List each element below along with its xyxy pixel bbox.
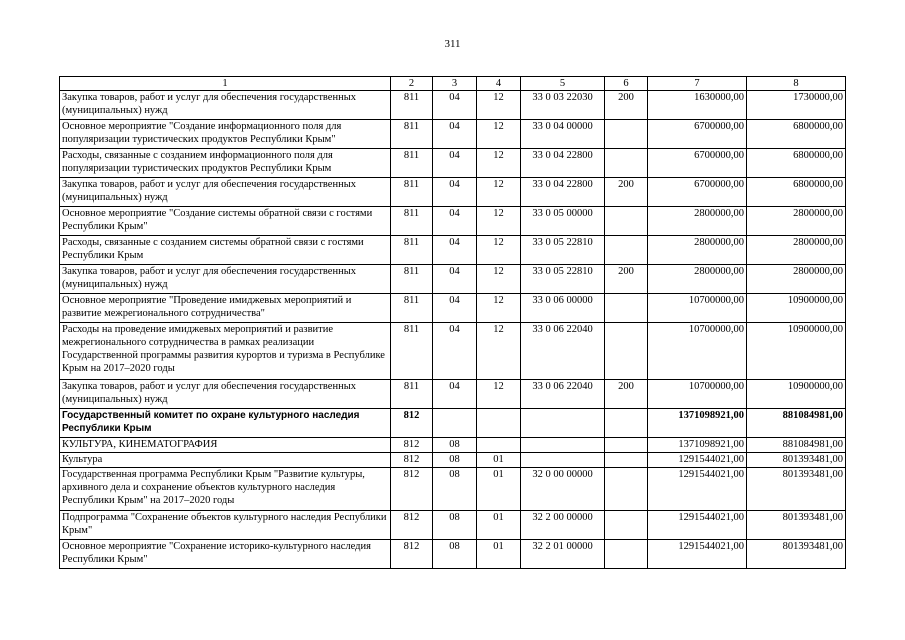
row-amount-2020-cell: 1730000,00 [747, 91, 846, 120]
row-chapter-cell: 811 [391, 380, 433, 409]
row-expense-type-cell [605, 294, 648, 323]
row-target-article-cell: 33 0 04 22800 [521, 149, 605, 178]
row-name-cell: Расходы, связанные с созданием системы обратной связи с гостями Республики Крым [60, 236, 391, 265]
row-target-article-cell: 33 0 05 22810 [521, 265, 605, 294]
row-subsection-cell: 01 [477, 511, 521, 540]
row-amount-2020-cell: 6800000,00 [747, 120, 846, 149]
row-amount-2020-cell: 10900000,00 [747, 294, 846, 323]
row-section-cell: 08 [433, 511, 477, 540]
row-name-cell: Государственный комитет по охране культурного наследия Республики Крым [60, 409, 391, 438]
row-subsection-cell: 12 [477, 294, 521, 323]
table-row [60, 409, 846, 438]
row-section-cell: 08 [433, 453, 477, 468]
table-row [60, 120, 846, 149]
row-amount-2020-cell: 2800000,00 [747, 236, 846, 265]
row-amount-2019-cell: 1291544021,00 [648, 511, 747, 540]
row-target-article-cell: 33 0 04 22800 [521, 178, 605, 207]
row-amount-2020-cell: 881084981,00 [747, 438, 846, 453]
row-section-cell: 04 [433, 236, 477, 265]
row-name-cell: Основное мероприятие "Создание информационного поля для популяризации туристических продуктов Республики Крым" [60, 120, 391, 149]
row-amount-2019-cell: 10700000,00 [648, 380, 747, 409]
header-cell: 8 [747, 77, 846, 91]
header-cell: 2 [391, 77, 433, 91]
row-amount-2020-cell: 801393481,00 [747, 453, 846, 468]
row-amount-2020-cell: 2800000,00 [747, 207, 846, 236]
row-name-cell: Расходы на проведение имиджевых мероприятий и развитие межрегионального сотрудничества в рамках реализации Государственной программы развития курортов и туризма в Республике Крым на 2017–2020 годы [60, 323, 391, 380]
row-subsection-cell: 12 [477, 149, 521, 178]
row-section-cell: 04 [433, 380, 477, 409]
row-section-cell: 08 [433, 438, 477, 453]
table-row [60, 468, 846, 511]
row-target-article-cell: 33 0 03 22030 [521, 91, 605, 120]
header-cell: 3 [433, 77, 477, 91]
row-amount-2020-cell: 801393481,00 [747, 511, 846, 540]
row-expense-type-cell [605, 438, 648, 453]
row-target-article-cell: 33 0 05 22810 [521, 236, 605, 265]
row-amount-2020-cell: 6800000,00 [747, 178, 846, 207]
row-amount-2019-cell: 1371098921,00 [648, 438, 747, 453]
row-expense-type-cell [605, 236, 648, 265]
header-cell: 6 [605, 77, 648, 91]
row-amount-2020-cell: 2800000,00 [747, 265, 846, 294]
row-name-cell: Подпрограмма "Сохранение объектов культурного наследия Республики Крым" [60, 511, 391, 540]
row-amount-2020-cell: 801393481,00 [747, 468, 846, 511]
row-subsection-cell: 12 [477, 207, 521, 236]
row-target-article-cell [521, 453, 605, 468]
table-row [60, 265, 846, 294]
row-section-cell: 04 [433, 149, 477, 178]
row-expense-type-cell [605, 453, 648, 468]
row-subsection-cell: 12 [477, 91, 521, 120]
row-amount-2019-cell: 6700000,00 [648, 120, 747, 149]
row-expense-type-cell: 200 [605, 380, 648, 409]
row-chapter-cell: 811 [391, 265, 433, 294]
row-target-article-cell [521, 409, 605, 438]
row-chapter-cell: 811 [391, 207, 433, 236]
row-subsection-cell: 12 [477, 323, 521, 380]
row-section-cell [433, 409, 477, 438]
table-row [60, 511, 846, 540]
row-chapter-cell: 811 [391, 149, 433, 178]
row-name-cell: КУЛЬТУРА, КИНЕМАТОГРАФИЯ [60, 438, 391, 453]
row-amount-2019-cell: 2800000,00 [648, 207, 747, 236]
table-row [60, 380, 846, 409]
row-section-cell: 04 [433, 91, 477, 120]
table-row [60, 236, 846, 265]
row-amount-2019-cell: 1371098921,00 [648, 409, 747, 438]
row-expense-type-cell [605, 409, 648, 438]
row-subsection-cell [477, 409, 521, 438]
row-expense-type-cell [605, 540, 648, 569]
table-row [60, 540, 846, 569]
row-section-cell: 04 [433, 178, 477, 207]
row-subsection-cell: 12 [477, 265, 521, 294]
row-name-cell: Государственная программа Республики Крым "Развитие культуры, архивного дела и сохранение объектов культурного наследия Республики Крым" на 2017–2020 годы [60, 468, 391, 511]
row-name-cell: Закупка товаров, работ и услуг для обеспечения государственных (муниципальных) нужд [60, 380, 391, 409]
row-target-article-cell: 33 0 06 00000 [521, 294, 605, 323]
table-row [60, 294, 846, 323]
row-chapter-cell: 811 [391, 323, 433, 380]
row-name-cell: Расходы, связанные с созданием информационного поля для популяризации туристических продуктов Республики Крым [60, 149, 391, 178]
row-section-cell: 04 [433, 120, 477, 149]
row-target-article-cell: 32 2 00 00000 [521, 511, 605, 540]
row-target-article-cell: 33 0 05 00000 [521, 207, 605, 236]
row-name-cell: Закупка товаров, работ и услуг для обеспечения государственных (муниципальных) нужд [60, 265, 391, 294]
row-chapter-cell: 811 [391, 91, 433, 120]
table-row [60, 453, 846, 468]
row-chapter-cell: 812 [391, 453, 433, 468]
row-name-cell: Основное мероприятие "Создание системы обратной связи с гостями Республики Крым" [60, 207, 391, 236]
row-chapter-cell: 812 [391, 438, 433, 453]
row-amount-2019-cell: 1291544021,00 [648, 468, 747, 511]
row-chapter-cell: 811 [391, 236, 433, 265]
row-name-cell: Культура [60, 453, 391, 468]
row-subsection-cell: 12 [477, 178, 521, 207]
table-row [60, 323, 846, 380]
row-chapter-cell: 812 [391, 540, 433, 569]
row-amount-2019-cell: 1291544021,00 [648, 453, 747, 468]
row-section-cell: 04 [433, 323, 477, 380]
row-amount-2019-cell: 2800000,00 [648, 265, 747, 294]
row-name-cell: Основное мероприятие "Проведение имиджевых мероприятий и развитие межрегионального сотрудничества" [60, 294, 391, 323]
row-target-article-cell: 32 0 00 00000 [521, 468, 605, 511]
row-amount-2020-cell: 10900000,00 [747, 323, 846, 380]
row-subsection-cell: 12 [477, 380, 521, 409]
row-amount-2019-cell: 10700000,00 [648, 294, 747, 323]
table-body [60, 91, 846, 569]
row-amount-2020-cell: 881084981,00 [747, 409, 846, 438]
table-row [60, 438, 846, 453]
row-amount-2019-cell: 10700000,00 [648, 323, 747, 380]
row-expense-type-cell [605, 323, 648, 380]
page-number: 311 [444, 38, 461, 50]
row-amount-2019-cell: 1630000,00 [648, 91, 747, 120]
row-expense-type-cell [605, 120, 648, 149]
row-amount-2019-cell: 6700000,00 [648, 149, 747, 178]
row-section-cell: 04 [433, 294, 477, 323]
row-chapter-cell: 811 [391, 120, 433, 149]
row-target-article-cell [521, 438, 605, 453]
table-row [60, 149, 846, 178]
row-expense-type-cell: 200 [605, 91, 648, 120]
header-cell: 7 [648, 77, 747, 91]
row-expense-type-cell [605, 149, 648, 178]
row-subsection-cell: 12 [477, 236, 521, 265]
row-expense-type-cell [605, 468, 648, 511]
row-amount-2020-cell: 6800000,00 [747, 149, 846, 178]
table-row [60, 178, 846, 207]
row-subsection-cell [477, 438, 521, 453]
row-expense-type-cell [605, 511, 648, 540]
header-cell: 5 [521, 77, 605, 91]
row-name-cell: Закупка товаров, работ и услуг для обеспечения государственных (муниципальных) нужд [60, 91, 391, 120]
row-amount-2020-cell: 801393481,00 [747, 540, 846, 569]
row-target-article-cell: 33 0 04 00000 [521, 120, 605, 149]
table-header-row [60, 77, 846, 91]
row-expense-type-cell: 200 [605, 178, 648, 207]
row-section-cell: 08 [433, 540, 477, 569]
row-amount-2019-cell: 6700000,00 [648, 178, 747, 207]
row-expense-type-cell [605, 207, 648, 236]
row-subsection-cell: 01 [477, 453, 521, 468]
row-section-cell: 08 [433, 468, 477, 511]
row-chapter-cell: 812 [391, 409, 433, 438]
row-section-cell: 04 [433, 265, 477, 294]
row-target-article-cell: 33 0 06 22040 [521, 323, 605, 380]
row-subsection-cell: 01 [477, 468, 521, 511]
row-subsection-cell: 01 [477, 540, 521, 569]
row-chapter-cell: 811 [391, 178, 433, 207]
row-amount-2019-cell: 2800000,00 [648, 236, 747, 265]
row-amount-2020-cell: 10900000,00 [747, 380, 846, 409]
row-expense-type-cell: 200 [605, 265, 648, 294]
row-chapter-cell: 811 [391, 294, 433, 323]
row-name-cell: Основное мероприятие "Сохранение историко-культурного наследия Республики Крым" [60, 540, 391, 569]
header-cell: 1 [60, 77, 391, 91]
row-chapter-cell: 812 [391, 511, 433, 540]
table-row [60, 91, 846, 120]
row-amount-2019-cell: 1291544021,00 [648, 540, 747, 569]
table-row [60, 207, 846, 236]
row-section-cell: 04 [433, 207, 477, 236]
row-name-cell: Закупка товаров, работ и услуг для обеспечения государственных (муниципальных) нужд [60, 178, 391, 207]
header-cell: 4 [477, 77, 521, 91]
row-target-article-cell: 33 0 06 22040 [521, 380, 605, 409]
row-chapter-cell: 812 [391, 468, 433, 511]
row-target-article-cell: 32 2 01 00000 [521, 540, 605, 569]
row-subsection-cell: 12 [477, 120, 521, 149]
budget-table [59, 76, 846, 569]
